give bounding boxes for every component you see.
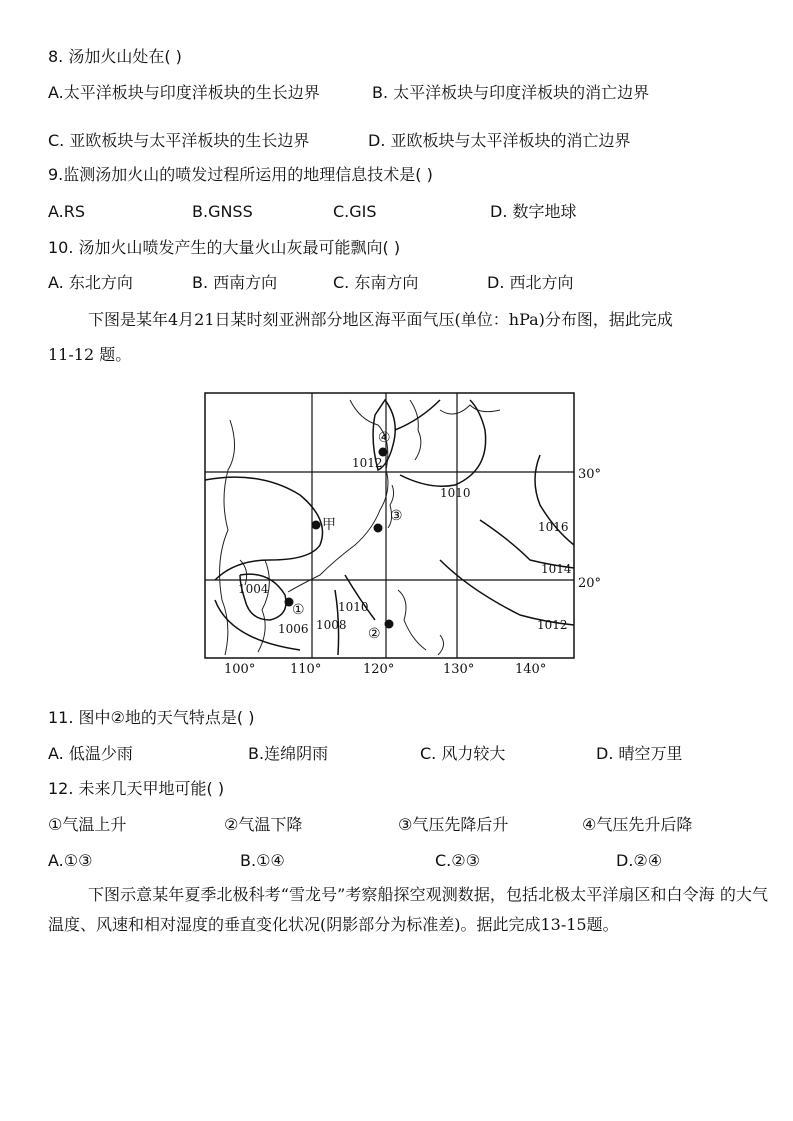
q9-option-a: A.RS xyxy=(48,202,86,221)
q9-stem: 9.监测汤加火山的喷发过程所运用的地理信息技术是( ) xyxy=(48,165,433,184)
q11-option-a: A. 低温少雨 xyxy=(48,744,133,763)
q8-option-c: C. 亚欧板块与太平洋板块的生长边界 xyxy=(48,131,310,150)
lon-label-140: 140° xyxy=(515,662,547,677)
q12-statement-4: ④气压先升后降 xyxy=(582,815,693,834)
lon-label-120: 120° xyxy=(363,662,395,677)
q10-option-d: D. 西北方向 xyxy=(487,273,574,292)
q8-option-d: D. 亚欧板块与太平洋板块的消亡边界 xyxy=(368,131,631,150)
q9-option-d: D. 数字地球 xyxy=(490,202,577,221)
q12-statement-2: ②气温下降 xyxy=(224,815,303,834)
lat-label-30: 30° xyxy=(578,467,602,482)
q12-option-d: D.②④ xyxy=(616,851,663,870)
isobar-label-1010-south: 1010 xyxy=(338,600,369,614)
isobar-label-1006: 1006 xyxy=(278,622,309,636)
pressure-map xyxy=(0,380,793,700)
isobar-label-1014: 1014 xyxy=(541,562,572,576)
isobar-label-1010-east: 1010 xyxy=(440,486,471,500)
intro2-paragraph: 下图示意某年夏季北极科考“雪龙号”考察船探空观测数据，包括北极太平洋扇区和白令海 的大气温度、风速和相对湿度的垂直变化状况(阴影部分为标准差)。据此完成13-15题。 xyxy=(48,885,768,934)
isobar-label-1016: 1016 xyxy=(538,520,569,534)
point-label-1: ① xyxy=(292,602,305,618)
q8-stem: 8. 汤加火山处在( ) xyxy=(48,47,182,66)
q12-statement-3: ③气压先降后升 xyxy=(398,815,509,834)
isobar-label-1012-south: 1012 xyxy=(537,618,568,632)
q11-option-b: B.连绵阴雨 xyxy=(248,744,329,763)
q10-option-a: A. 东北方向 xyxy=(48,273,133,292)
lon-label-100: 100° xyxy=(224,662,256,677)
q9-option-b: B.GNSS xyxy=(192,202,253,221)
lat-label-20: 20° xyxy=(578,576,602,591)
point-label-3: ③ xyxy=(390,508,403,524)
q11-option-d: D. 晴空万里 xyxy=(596,744,683,763)
q8-option-b: B. 太平洋板块与印度洋板块的消亡边界 xyxy=(372,83,650,102)
q10-stem: 10. 汤加火山喷发产生的大量火山灰最可能飘向( ) xyxy=(48,238,401,257)
q12-statement-1: ①气温上升 xyxy=(48,815,127,834)
q10-option-c: C. 东南方向 xyxy=(333,273,419,292)
q11-stem: 11. 图中②地的天气特点是( ) xyxy=(48,708,255,727)
q12-option-b: B.①④ xyxy=(240,851,285,870)
isobar-label-1008: 1008 xyxy=(316,618,347,632)
intro1-line1: 下图是某年4月21日某时刻亚洲部分地区海平面气压(单位：hPa)分布图，据此完成 xyxy=(88,310,673,329)
point-label-4: ④ xyxy=(378,430,391,446)
q12-stem: 12. 未来几天甲地可能( ) xyxy=(48,779,225,798)
point-label-2: ② xyxy=(368,626,381,642)
q11-option-c: C. 风力较大 xyxy=(420,744,506,763)
lon-label-130: 130° xyxy=(443,662,475,677)
q10-option-b: B. 西南方向 xyxy=(192,273,278,292)
lon-label-110: 110° xyxy=(290,662,322,677)
q12-option-a: A.①③ xyxy=(48,851,93,870)
q12-option-c: C.②③ xyxy=(435,851,480,870)
isobar-label-1012-north: 1012 xyxy=(352,456,383,470)
intro1-line2: 11-12 题。 xyxy=(48,345,132,364)
q9-option-c: C.GIS xyxy=(333,202,377,221)
q8-option-a: A.太平洋板块与印度洋板块的生长边界 xyxy=(48,83,320,102)
point-label-jia: 甲 xyxy=(322,517,336,533)
isobar-label-1004: 1004 xyxy=(238,582,269,596)
